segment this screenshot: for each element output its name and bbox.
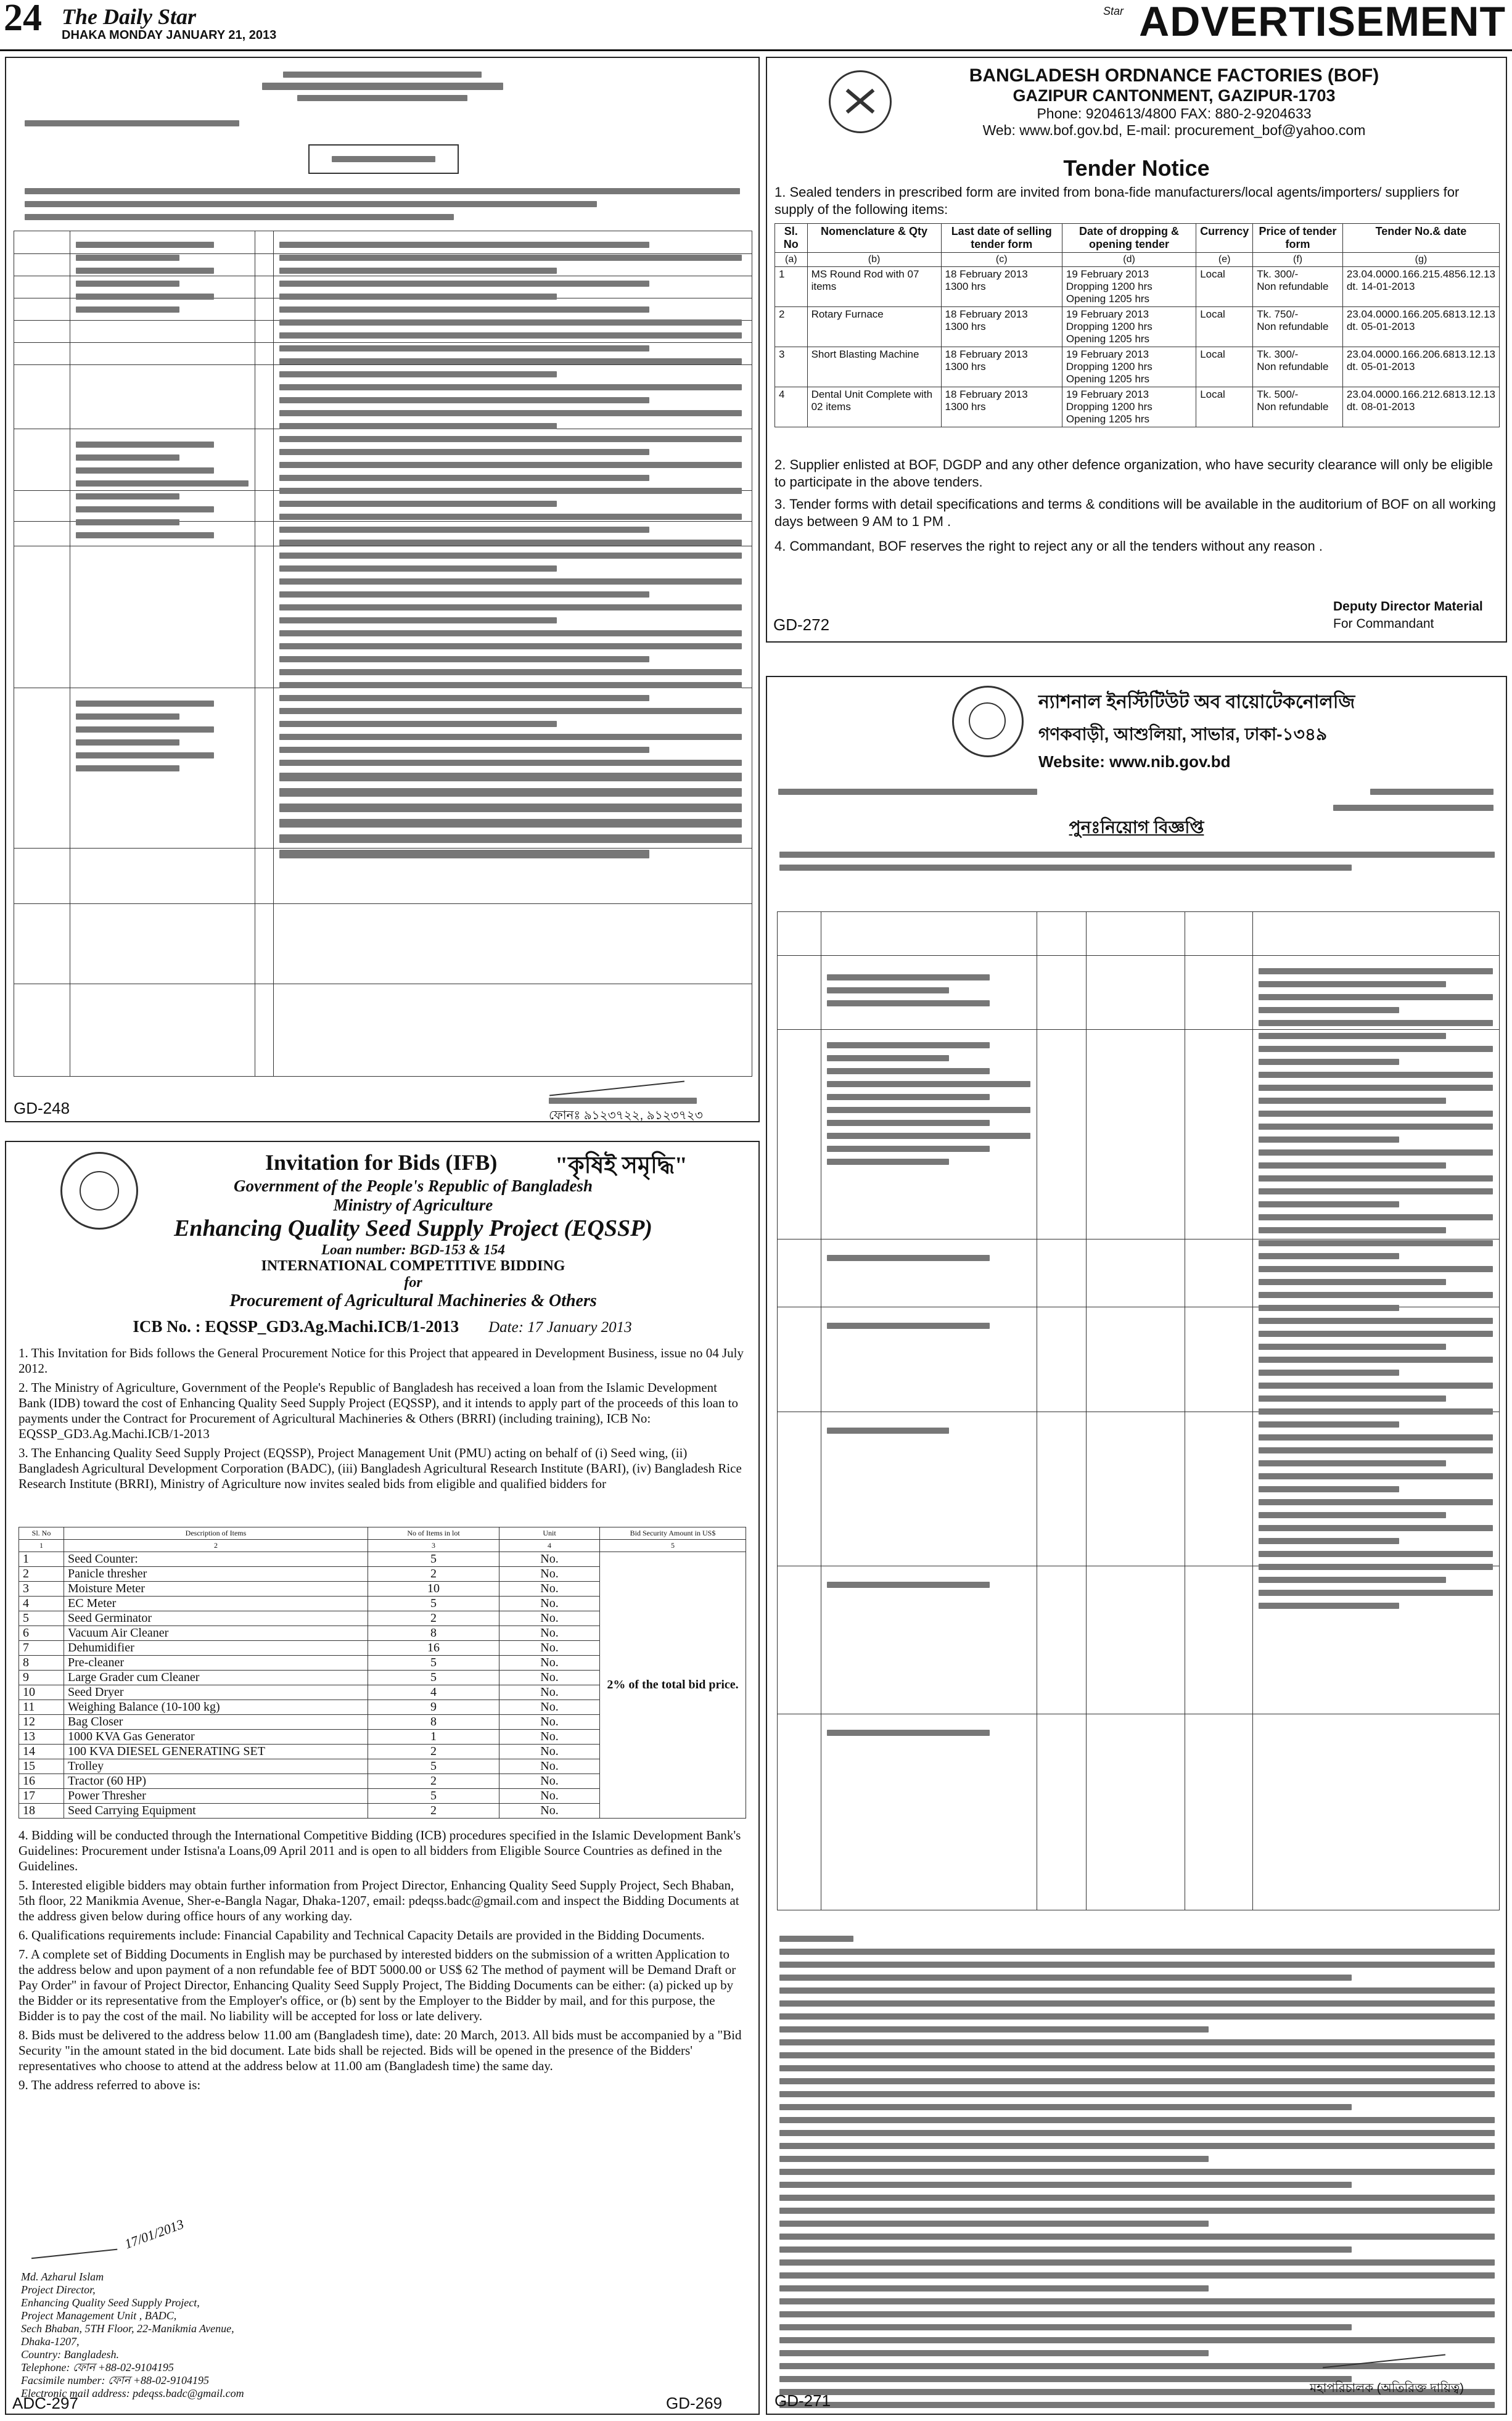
item-qty: 5 [368,1789,499,1804]
table-cell-price: Tk. 500/- Non refundable [1253,387,1343,427]
column-number: 5 [600,1540,746,1552]
column-header: Last date of selling tender form [941,224,1062,253]
item-unit: No. [499,1656,600,1671]
ad-gd269 [5,1141,760,2415]
notice-para-3: 3. Tender forms with detail specifications and terms & conditions will be available in the auditorium of BOF on all working days between 9 AM to 1 PM . [774,496,1496,529]
item-sl: 17 [19,1789,64,1804]
table-cell-drop: 19 February 2013 Dropping 1200 hrs Opening 1205 hrs [1062,347,1196,387]
table-row [775,267,1500,307]
org-address-bn: গণকবাড়ী, আশুলিয়া, সাভার, ঢাকা-১৩৪৯ [1038,725,1328,744]
table-row [19,1552,746,1567]
item-qty: 16 [368,1641,499,1656]
nib-seal [952,686,1024,757]
tender-form-table [14,231,752,1077]
notice-para-1: 1. Sealed tenders in prescribed form are invited from bona-fide manufacturers/local agents/importers/ suppliers for supply of the following items: [774,184,1460,217]
ad-code: GD-269 [666,2394,723,2412]
table-cell-tender: 23.04.0000.166.212.6813.12.13 dt. 08-01-2013 [1342,387,1499,427]
ifb-para-4: 4. Bidding will be conducted through the International Competitive Bidding (ICB) procedures specified in the Islamic Development Bank's Guidelines: Procurement under Istisna'a Loans,09 April 2011 and is open to all bidders from Eligible Source Countries as defined in the Guidelines. [18,1828,741,1873]
loan-number: Loan number: BGD-153 & 154 [321,1242,505,1257]
item-qty: 1 [368,1730,499,1745]
address-line: Country: Bangladesh. [21,2348,119,2361]
column-header: Unit [499,1527,600,1540]
table-cell-sl: 2 [775,307,808,347]
ministry-name: Ministry of Agriculture [333,1196,493,1214]
ad-gd272 [766,57,1507,643]
column-header: Price of tender form [1253,224,1343,253]
item-sl: 18 [19,1804,64,1819]
item-description: Panicle thresher [64,1567,368,1582]
item-description: Seed Germinator [64,1611,368,1626]
table-row [775,387,1500,427]
item-sl: 7 [19,1641,64,1656]
item-qty: 5 [368,1552,499,1567]
table-cell-tender: 23.04.0000.166.215.4856.12.13 dt. 14-01-2013 [1342,267,1499,307]
column-header: Sl. No [19,1527,64,1540]
item-sl: 5 [19,1611,64,1626]
table-cell-tender: 23.04.0000.166.206.6813.12.13 dt. 05-01-2013 [1342,347,1499,387]
item-qty: 2 [368,1611,499,1626]
signature [31,2242,118,2259]
item-description: Seed Carrying Equipment [64,1804,368,1819]
tender-table [774,223,1500,427]
org-address: GAZIPUR CANTONMENT, GAZIPUR-1703 [1013,86,1336,105]
table-cell-item: MS Round Rod with 07 items [807,267,941,307]
item-description: Trolley [64,1759,368,1774]
item-sl: 16 [19,1774,64,1789]
item-qty: 8 [368,1715,499,1730]
item-qty: 5 [368,1671,499,1685]
table-cell-sl: 3 [775,347,808,387]
item-sl: 6 [19,1626,64,1641]
ad-code: GD-272 [773,615,830,634]
footer-bn: মহাপরিচালক (অতিরিক্ত দায়িত্ব) [1310,2382,1464,2395]
address-line: Project Management Unit , BADC, [21,2309,177,2322]
items-table [18,1527,746,1819]
newspaper-logo: The Daily Star [62,4,197,29]
table-cell-price: Tk. 300/- Non refundable [1253,267,1343,307]
item-sl: 10 [19,1685,64,1700]
ad-gd248 [5,57,760,1122]
ifb-para-9: 9. The address referred to above is: [18,2078,201,2092]
notice-para-2: 2. Supplier enlisted at BOF, DGDP and any other defence organization, who have security clearance will only be eligible to participate in the above tenders. [774,457,1494,490]
address-line: Enhancing Quality Seed Supply Project, [21,2296,200,2309]
item-description: 100 KVA DIESEL GENERATING SET [64,1745,368,1759]
item-unit: No. [499,1582,600,1597]
address-line: Dhaka-1207, [21,2335,80,2348]
bid-security: 2% of the total bid price. [600,1552,746,1819]
column-letter: (c) [941,253,1062,267]
page-number: 24 [4,0,42,39]
column-header: Currency [1196,224,1253,253]
item-unit: No. [499,1804,600,1819]
column-header: No of Items in lot [368,1527,499,1540]
ifb-para-8: 8. Bids must be delivered to the address below 11.00 am (Bangladesh time), date: 20 March, 2013. All bids must be accompanied by a "Bid Security "in the amount stated in the bid document. Late bids shall be rejected. Bids will be opened in the presence of the Bidders' representatives who choose to attend at the address below at 11.00 am (Bangladesh time) the same day. [18,2028,742,2073]
ifb-para-3: 3. The Enhancing Quality Seed Supply Project (EQSSP), Project Management Unit (PMU) acting on behalf of (i) Seed wing, (ii) Bangladesh Agricultural Development Corporation (BADC), (iii) Bangladesh Agricultural Research Institute (BARI), (iv) Bangladesh Rice Research Institute (BRRI), Ministry of Agriculture now invites sealed bids from eligible and qualified bidders for [18,1445,742,1491]
org-website: Website: www.nib.gov.bd [1038,752,1231,771]
column-header: Nomenclature & Qty [807,224,941,253]
item-unit: No. [499,1552,600,1567]
item-unit: No. [499,1774,600,1789]
table-row [775,307,1500,347]
item-unit: No. [499,1567,600,1582]
column-letter: (b) [807,253,941,267]
item-qty: 2 [368,1567,499,1582]
item-qty: 2 [368,1745,499,1759]
item-qty: 2 [368,1804,499,1819]
table-cell-last: 18 February 2013 1300 hrs [941,307,1062,347]
item-unit: No. [499,1730,600,1745]
item-description: Power Thresher [64,1789,368,1804]
item-description: Pre-cleaner [64,1656,368,1671]
item-qty: 8 [368,1626,499,1641]
item-unit: No. [499,1611,600,1626]
procurement-title: Procurement of Agricultural Machineries & Others [229,1291,597,1310]
column-number: 4 [499,1540,600,1552]
table-cell-cur: Local [1196,387,1253,427]
item-sl: 3 [19,1582,64,1597]
column-header: Date of dropping & opening tender [1062,224,1196,253]
address-line: Telephone: ফোন +88-02-9104195 [21,2361,174,2374]
column-number: 3 [368,1540,499,1552]
item-description: Large Grader cum Cleaner [64,1671,368,1685]
signature [549,1075,684,1096]
table-cell-drop: 19 February 2013 Dropping 1200 hrs Opening 1205 hrs [1062,267,1196,307]
item-unit: No. [499,1626,600,1641]
table-cell-sl: 1 [775,267,808,307]
item-sl: 4 [19,1597,64,1611]
item-sl: 15 [19,1759,64,1774]
column-letter: (a) [775,253,808,267]
column-header: Tender No.& date [1342,224,1499,253]
tender-title-box [308,144,459,174]
address-line: Md. Azharul Islam [21,2271,104,2283]
table-cell-last: 18 February 2013 1300 hrs [941,267,1062,307]
item-sl: 1 [19,1552,64,1567]
table-cell-cur: Local [1196,347,1253,387]
item-description: Vacuum Air Cleaner [64,1626,368,1641]
table-cell-item: Dental Unit Complete with 02 items [807,387,941,427]
address-line: Sech Bhaban, 5TH Floor, 22-Manikmia Avenue, [21,2322,234,2335]
notice-title: Tender Notice [1063,155,1210,181]
item-unit: No. [499,1685,600,1700]
section-title: ADVERTISEMENT [1139,0,1506,45]
ad-code: ADC-297 [12,2394,78,2412]
icb-label: INTERNATIONAL COMPETITIVE BIDDING [261,1258,565,1274]
item-sl: 13 [19,1730,64,1745]
item-unit: No. [499,1641,600,1656]
column-number: 1 [19,1540,64,1552]
column-letter: (f) [1253,253,1343,267]
item-qty: 9 [368,1700,499,1715]
dateline: DHAKA MONDAY JANUARY 21, 2013 [62,28,277,42]
bof-emblem [829,70,892,133]
item-unit: No. [499,1597,600,1611]
table-cell-tender: 23.04.0000.166.205.6813.12.13 dt. 05-01-2013 [1342,307,1499,347]
item-qty: 5 [368,1597,499,1611]
notice-title-bn: পুনঃনিয়োগ বিজ্ঞপ্তি [1069,818,1204,837]
item-sl: 2 [19,1567,64,1582]
ad-code: GD-248 [14,1099,70,1117]
item-qty: 4 [368,1685,499,1700]
table-cell-last: 18 February 2013 1300 hrs [941,387,1062,427]
table-cell-price: Tk. 300/- Non refundable [1253,347,1343,387]
sign-title: Deputy Director Material [1333,599,1483,614]
item-description: Bag Closer [64,1715,368,1730]
page-header [0,0,1512,51]
ifb-para-5: 5. Interested eligible bidders may obtain further information from Project Director, Enhancing Quality Seed Supply Project, Sech Bhaban, 5th floor, 22 Manikmia Avenue, Sher-e-Bangla Nagar, Dhaka-1207, email: pdeqss.badc@gmail.com and inspect the Bidding Documents at the address given below during office hours of any working day. [18,1878,739,1923]
project-name: Enhancing Quality Seed Supply Project (EQSSP) [174,1215,652,1241]
table-cell-drop: 19 February 2013 Dropping 1200 hrs Opening 1205 hrs [1062,387,1196,427]
notice-para-4: 4. Commandant, BOF reserves the right to reject any or all the tenders without any reason . [774,538,1323,554]
item-unit: No. [499,1759,600,1774]
table-cell-last: 18 February 2013 1300 hrs [941,347,1062,387]
org-name-bn: ন্যাশনাল ইনস্টিটিউট অব বায়োটেকনোলজি [1038,692,1355,712]
table-row [775,347,1500,387]
org-phone: Phone: 9204613/4800 FAX: 880-2-9204633 [1037,105,1312,121]
item-sl: 14 [19,1745,64,1759]
ad-code: GD-271 [774,2391,831,2410]
item-unit: No. [499,1700,600,1715]
ifb-para-6: 6. Qualifications requirements include: Financial Capability and Technical Capacity Details are provided in the Bidding Documents. [18,1928,705,1942]
org-name: BANGLADESH ORDNANCE FACTORIES (BOF) [969,65,1379,86]
table-cell-cur: Local [1196,267,1253,307]
ad-gd271 [766,676,1507,2415]
item-description: Weighing Balance (10-100 kg) [64,1700,368,1715]
star-mark: Star [1103,5,1124,17]
contact-address [21,2271,244,2400]
slogan: "কৃষিই সমৃদ্ধি" [555,1153,688,1178]
table-cell-item: Short Blasting Machine [807,347,941,387]
address-line: Project Director, [21,2283,96,2296]
table-cell-sl: 4 [775,387,808,427]
ifb-para-7: 7. A complete set of Bidding Documents in English may be purchased by interested bidders on the submission of a written Application to the address below and upon payment of a non refundable fee of BDT 5000.00 or US$ 62 The method of payment will be Demand Draft or Pay Order" in favour of Project Director, Enhancing Quality Seed Supply Project, The Bidding Documents can be either: (a) picked up by the Bidder or its representative from the Employer's office, or (b) sent by the Employer to the Bidder by mail, and for this purpose, the Bidder is to pay the cost of the mail. No liability will be accepted for loss or late delivery. [18,1947,736,2023]
item-qty: 10 [368,1582,499,1597]
item-sl: 11 [19,1700,64,1715]
item-unit: No. [499,1671,600,1685]
item-unit: No. [499,1789,600,1804]
column-header: Bid Security Amount in US$ [600,1527,746,1540]
ifb-para-2: 2. The Ministry of Agriculture, Government of the People's Republic of Bangladesh has received a loan from the Islamic Development Bank (IDB) toward the cost of Enhancing Quality Seed Supply Project (EQSSP), and it intends to apply part of the proceeds of this loan to payments under the Contract for Procurement of Agricultural Machineries & Others (BRRI) (including training), ICB No: EQSSP_GD3.Ag.Machi.ICB/1-2013 [18,1380,739,1441]
item-description: Moisture Meter [64,1582,368,1597]
column-letter: (g) [1342,253,1499,267]
item-description: Dehumidifier [64,1641,368,1656]
item-description: EC Meter [64,1597,368,1611]
item-description: 1000 KVA Gas Generator [64,1730,368,1745]
sign-for: For Commandant [1333,617,1434,631]
item-sl: 9 [19,1671,64,1685]
item-description: Tractor (60 HP) [64,1774,368,1789]
table-cell-price: Tk. 750/- Non refundable [1253,307,1343,347]
item-qty: 5 [368,1656,499,1671]
org-web: Web: www.bof.gov.bd, E-mail: procurement_bof@yahoo.com [982,122,1366,138]
table-cell-cur: Local [1196,307,1253,347]
column-header: Sl. No [775,224,808,253]
item-qty: 2 [368,1774,499,1789]
ministry-logo [60,1152,138,1230]
column-number: 2 [64,1540,368,1552]
item-unit: No. [499,1745,600,1759]
icb-date: Date: 17 January 2013 [488,1319,632,1336]
ifb-para-1: 1. This Invitation for Bids follows the General Procurement Notice for this Project that appeared in Development Business, issue no 04 July 2012. [18,1346,744,1376]
table-cell-drop: 19 February 2013 Dropping 1200 hrs Opening 1205 hrs [1062,307,1196,347]
column-letter: (d) [1062,253,1196,267]
item-unit: No. [499,1715,600,1730]
phone-text: ফোনঃ ৯১২৩৭২২, ৯১২৩৭২৩ [549,1109,703,1122]
item-sl: 12 [19,1715,64,1730]
sign-date: 17/01/2013 [122,2216,186,2252]
item-sl: 8 [19,1656,64,1671]
address-line: Electronic mail address: pdeqss.badc@gmail.com [21,2387,244,2399]
table-cell-item: Rotary Furnace [807,307,941,347]
item-description: Seed Dryer [64,1685,368,1700]
recruitment-table [777,911,1500,1910]
item-qty: 5 [368,1759,499,1774]
ifb-title: Invitation for Bids (IFB) [265,1150,498,1175]
gov-name: Government of the People's Republic of Bangladesh [234,1177,593,1195]
column-letter: (e) [1196,253,1253,267]
column-header: Description of Items [64,1527,368,1540]
address-line: Facsimile number: ফোন +88-02-9104195 [21,2374,210,2386]
item-description: Seed Counter: [64,1552,368,1567]
icb-number: ICB No. : EQSSP_GD3.Ag.Machi.ICB/1-2013 [133,1317,459,1336]
for-label: for [404,1275,422,1291]
